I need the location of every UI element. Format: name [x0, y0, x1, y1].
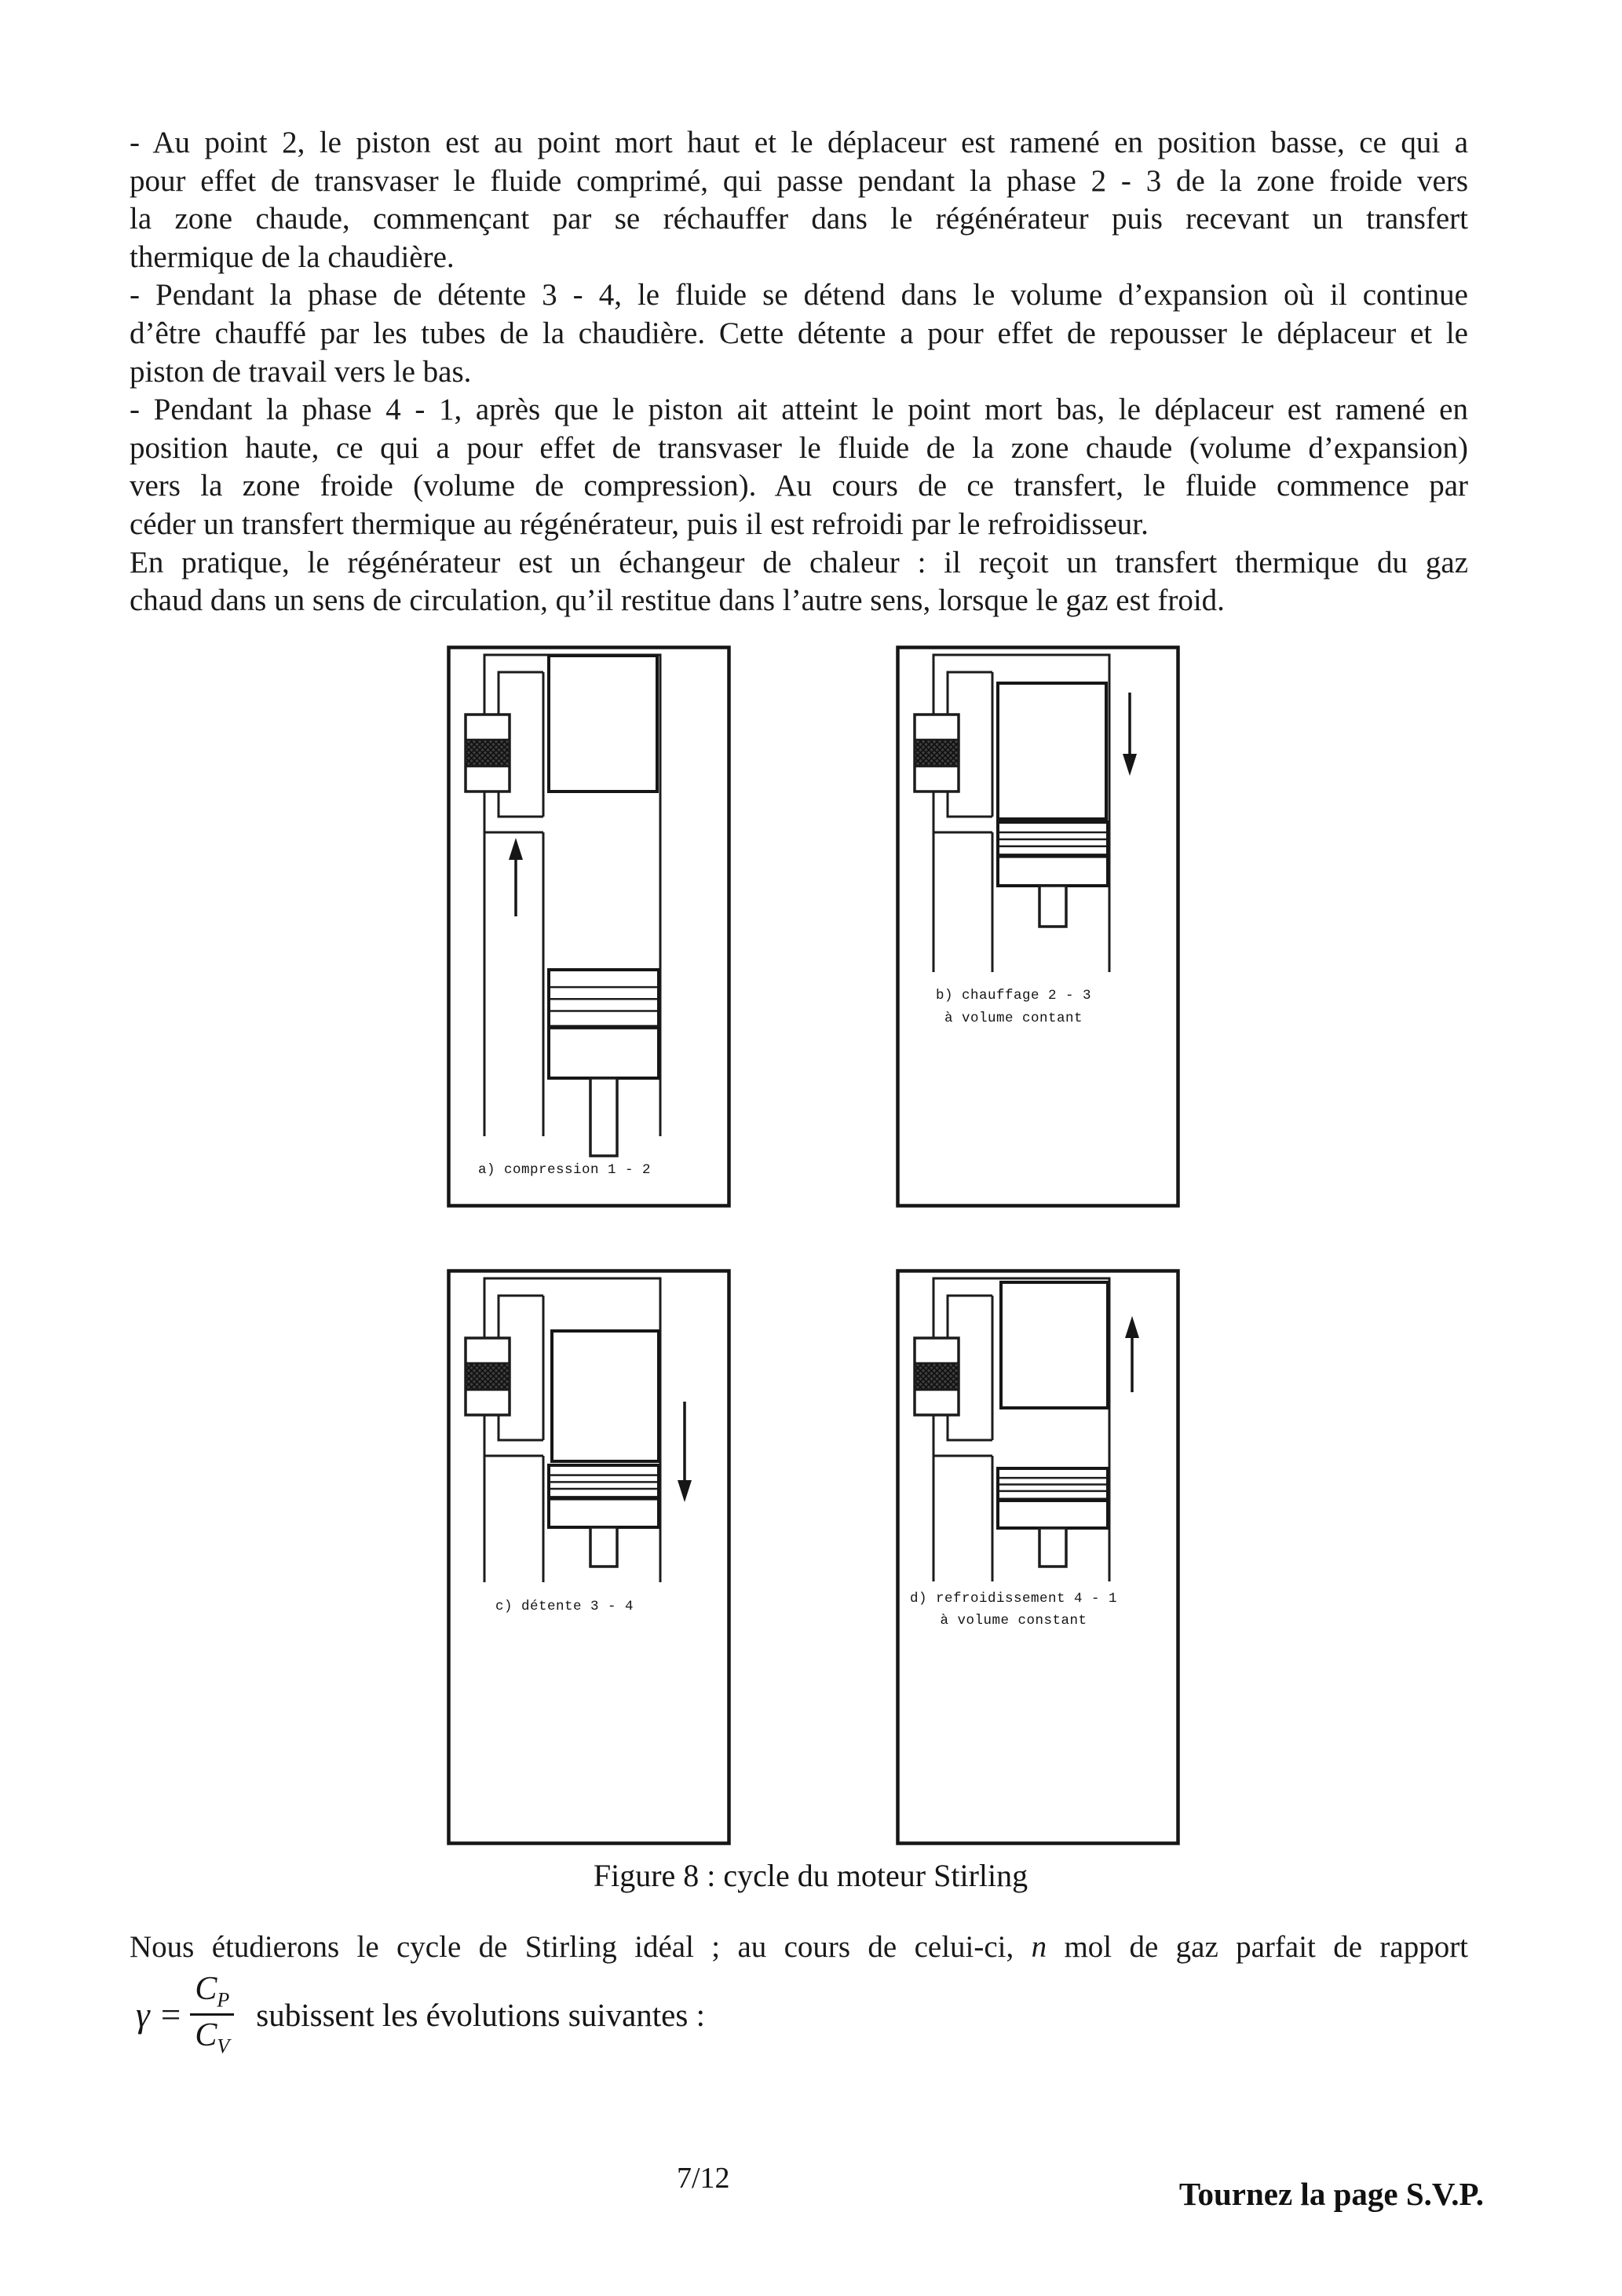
- figure-panel-b: [896, 645, 1180, 1208]
- closing-sentence: [130, 1929, 1468, 1967]
- gamma-formula: [130, 1971, 1468, 2058]
- displacer-piston: [552, 1331, 659, 1461]
- text-line: d’être chauffé par les tubes de la chaudière. Cette détente a pour effet de repousser le déplaceur et le: [130, 316, 1468, 350]
- text-line: thermique de la chaudière.: [130, 239, 455, 274]
- text-line: position haute, ce qui a pour effet de transvaser le fluide de la zone chaude (volume d’expansion): [130, 430, 1468, 465]
- text-line: - Au point 2, le piston est au point mort haut et le déplaceur est ramené en position basse, ce qui a: [130, 126, 1468, 159]
- engine-diagram-a: [447, 645, 731, 1208]
- regenerator-matrix-hatch: [915, 740, 959, 766]
- formula-following-text: subissent les évolutions suivantes :: [256, 1996, 705, 2033]
- pipe-and-wall-lines: [948, 1415, 992, 1440]
- pipe-and-wall-lines: [948, 792, 992, 817]
- engine-diagram-b: [896, 645, 1180, 1208]
- stirling-cycle-figure: [447, 645, 1180, 1845]
- engine-diagram-c: [447, 1269, 731, 1845]
- closing-text-pre: Nous étudierons le cycle de Stirling idéal ; au cours de celui-ci,: [130, 1929, 1032, 1964]
- fraction-denominator: $C_V$: [195, 2017, 230, 2058]
- panel-caption: à volume contant: [944, 1010, 1083, 1026]
- text-line: En pratique, le régénérateur est un échangeur de chaleur : il reçoit un transfert thermique du gaz: [130, 545, 1468, 579]
- page-content: [130, 0, 1468, 2058]
- piston-rod: [590, 1527, 617, 1567]
- turn-page-note: Tournez la page S.V.P.: [1178, 2176, 1484, 2212]
- text-line: la zone chaude, commençant par se réchauffer dans le régénérateur puis recevant un transfert: [130, 202, 1468, 236]
- text-line: - Pendant la phase 4 - 1, après que le piston ait atteint le point mort bas, le déplaceur est ramené en: [130, 393, 1468, 427]
- text-line: vers la zone froide (volume de compression). Au cours de ce transfert, le fluide commence par: [130, 469, 1468, 503]
- text-line: piston de travail vers le bas.: [130, 354, 472, 389]
- engine-diagram-d: [896, 1269, 1180, 1845]
- panel-caption: à volume constant: [940, 1612, 1087, 1629]
- figure-caption: Figure 8 : cycle du moteur Stirling: [593, 1857, 1028, 1893]
- pipe-and-wall-lines: [499, 672, 543, 715]
- pipe-and-wall-lines: [948, 672, 992, 715]
- regenerator-matrix-hatch: [915, 1363, 959, 1390]
- cp-cv-fraction: [190, 1971, 234, 2058]
- pipe-and-wall-lines: [499, 792, 543, 817]
- panel-caption: a) compression 1 - 2: [477, 1161, 652, 1178]
- figure-panel-d: [896, 1269, 1180, 1845]
- text-line: - Pendant la phase de détente 3 - 4, le fluide se détend dans le volume d’expansion où il continue: [130, 278, 1468, 313]
- figure-panel-a: [447, 645, 731, 1208]
- panel-caption: c) détente 3 - 4: [495, 1598, 634, 1614]
- figure-panel-c: [447, 1269, 731, 1845]
- page-number: 7/12: [677, 2162, 730, 2195]
- regenerator-matrix-hatch: [466, 740, 510, 766]
- working-piston: [549, 970, 659, 1078]
- piston-rod: [1039, 886, 1066, 927]
- panel-caption: d) refroidissement 4 - 1: [909, 1590, 1118, 1607]
- text-line: pour effet de transvaser le fluide comprimé, qui passe pendant la phase 2 - 3 de la zone froide vers: [130, 163, 1468, 198]
- variable-n: n: [1031, 1929, 1047, 1964]
- displacer-piston: [998, 683, 1106, 819]
- body-text: [130, 0, 1468, 620]
- fraction-numerator: $C_P$: [190, 1971, 234, 2016]
- text-line: céder un transfert thermique au régénérateur, puis il est refroidi par le refroidisseur.: [130, 506, 1149, 541]
- down-arrow-icon: [1123, 754, 1137, 776]
- displacer-piston: [549, 656, 657, 792]
- pipe-and-wall-lines: [948, 1296, 992, 1338]
- piston-rod: [1039, 1528, 1066, 1567]
- regenerator-matrix-hatch: [466, 1363, 510, 1390]
- pipe-and-wall-lines: [499, 1296, 543, 1338]
- up-arrow-icon: [1125, 1316, 1139, 1338]
- piston-rod: [590, 1078, 617, 1156]
- displacer-piston: [1001, 1282, 1108, 1408]
- up-arrow-icon: [509, 838, 523, 860]
- gamma-lhs: γ =: [136, 1994, 183, 2035]
- text-line: chaud dans un sens de circulation, qu’il restitue dans l’autre sens, lorsque le gaz est froid.: [130, 583, 1225, 618]
- panel-caption: b) chauffage 2 - 3: [935, 987, 1092, 1004]
- down-arrow-icon: [678, 1480, 692, 1502]
- pipe-and-wall-lines: [499, 1415, 543, 1440]
- closing-text-post: mol de gaz parfait de rapport: [1047, 1929, 1469, 1964]
